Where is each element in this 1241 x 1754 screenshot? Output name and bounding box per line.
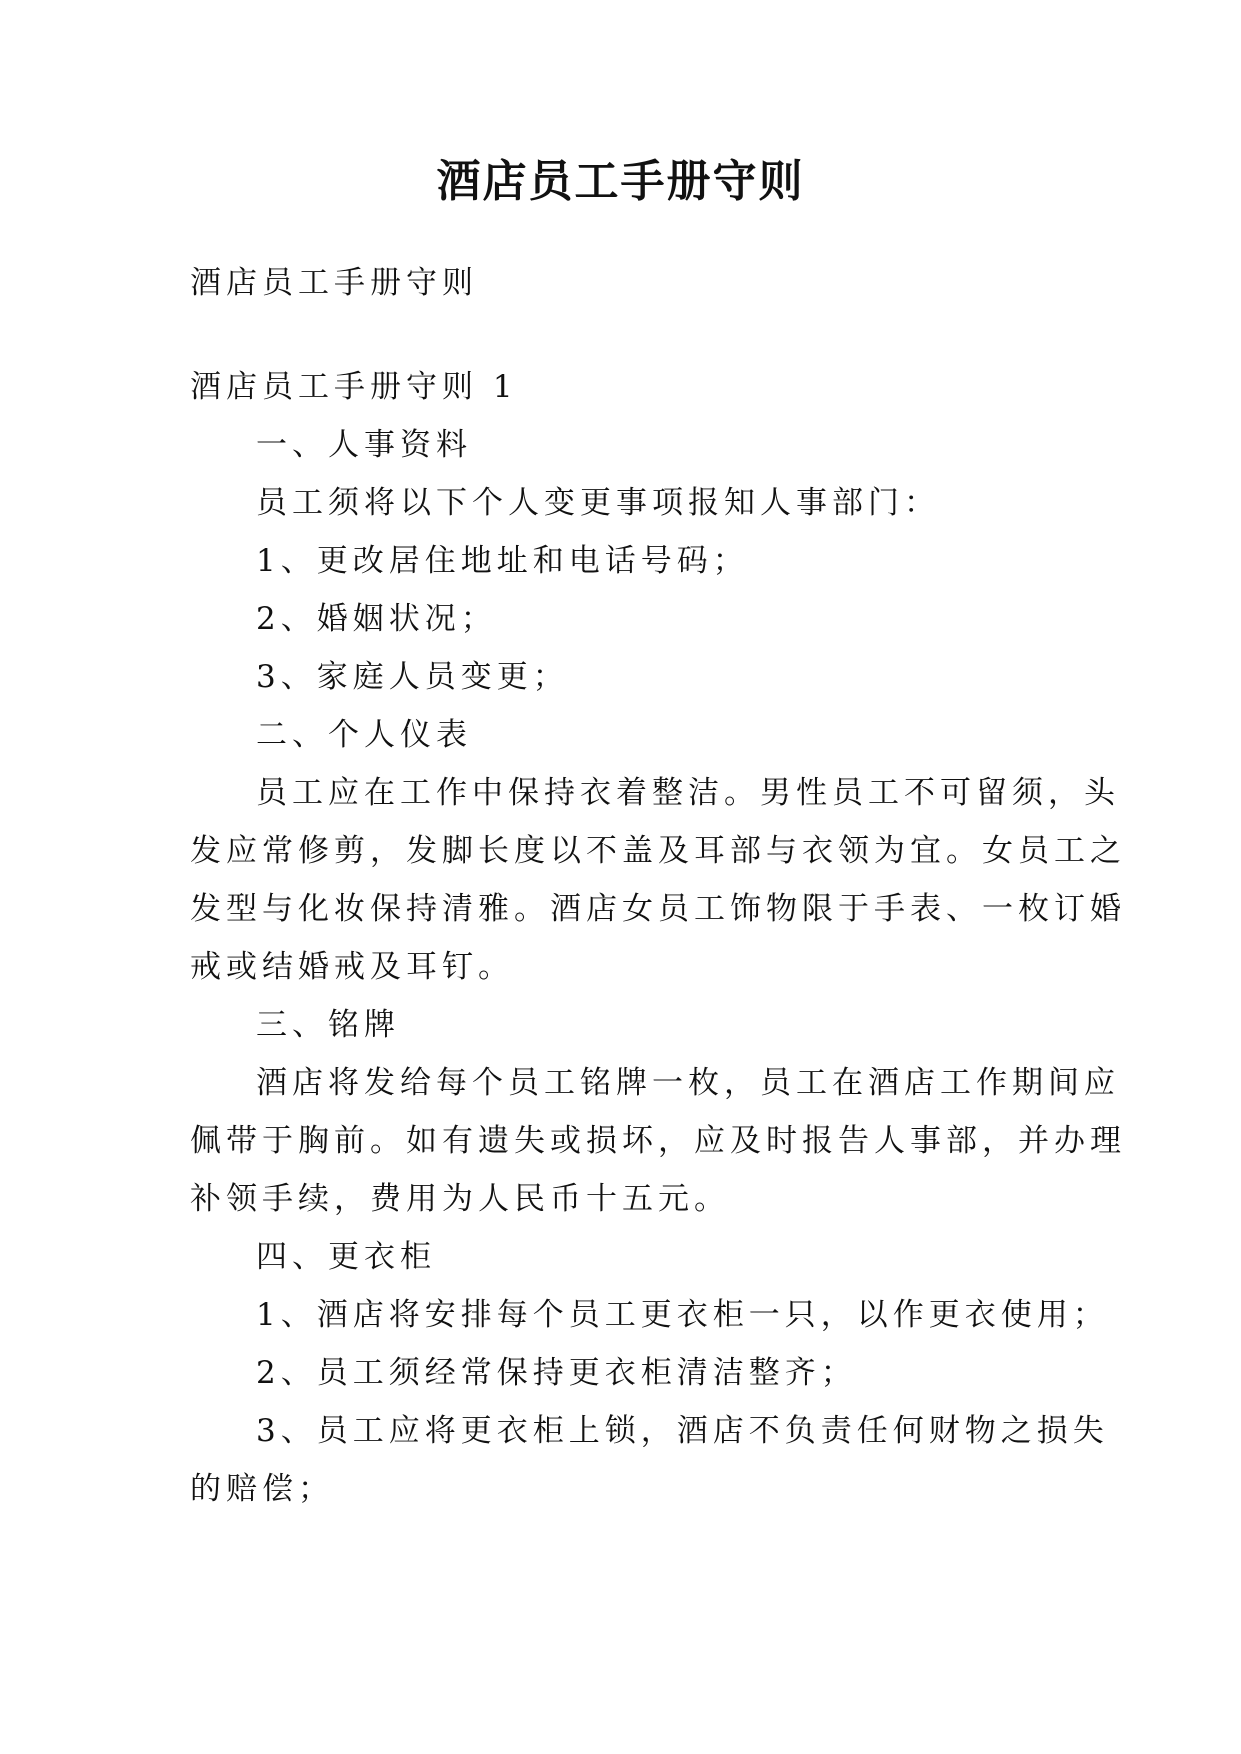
- sec2-para-line: 戒或结婚戒及耳钉。: [190, 949, 514, 985]
- sec2-para-line: 员工应在工作中保持衣着整洁。男性员工不可留须，头: [256, 775, 1120, 811]
- document-body: [190, 358, 1126, 1518]
- sec1-item: 1、更改居住地址和电话号码；: [256, 543, 749, 579]
- sec4-item3-line: 3、员工应将更衣柜上锁，酒店不负责任何财物之损失: [256, 1413, 1109, 1449]
- sec4-item3-line: 的赔偿；: [190, 1471, 334, 1507]
- sec1-item: 3、家庭人员变更；: [256, 659, 569, 695]
- sec3-heading: 三、铭牌: [256, 1007, 400, 1043]
- sec3-para-line: 酒店将发给每个员工铭牌一枚，员工在酒店工作期间应: [256, 1065, 1120, 1101]
- sec4-item: 2、员工须经常保持更衣柜清洁整齐；: [256, 1355, 857, 1391]
- section-title: 酒店员工手册守则 1: [190, 369, 518, 405]
- sec3-para-line: 佩带于胸前。如有遗失或损坏，应及时报告人事部，并办理: [190, 1123, 1126, 1159]
- sec3-para-line: 补领手续，费用为人民币十五元。: [190, 1181, 730, 1217]
- sec1-heading: 一、人事资料: [256, 427, 472, 463]
- sec2-para-line: 发应常修剪，发脚长度以不盖及耳部与衣领为宜。女员工之: [190, 833, 1126, 869]
- document-title: 酒店员工手册守则: [436, 156, 805, 207]
- sec2-heading: 二、个人仪表: [256, 717, 472, 753]
- sec4-heading: 四、更衣柜: [256, 1239, 436, 1275]
- sec1-intro: 员工须将以下个人变更事项报知人事部门：: [256, 485, 940, 521]
- sec1-item: 2、婚姻状况；: [256, 601, 497, 637]
- sec4-item: 1、酒店将安排每个员工更衣柜一只，以作更衣使用；: [256, 1297, 1109, 1333]
- document-subtitle: [190, 254, 1060, 312]
- sec2-para-line: 发型与化妆保持清雅。酒店女员工饰物限于手表、一枚订婚: [190, 891, 1126, 927]
- subtitle-text: 酒店员工手册守则: [190, 265, 478, 301]
